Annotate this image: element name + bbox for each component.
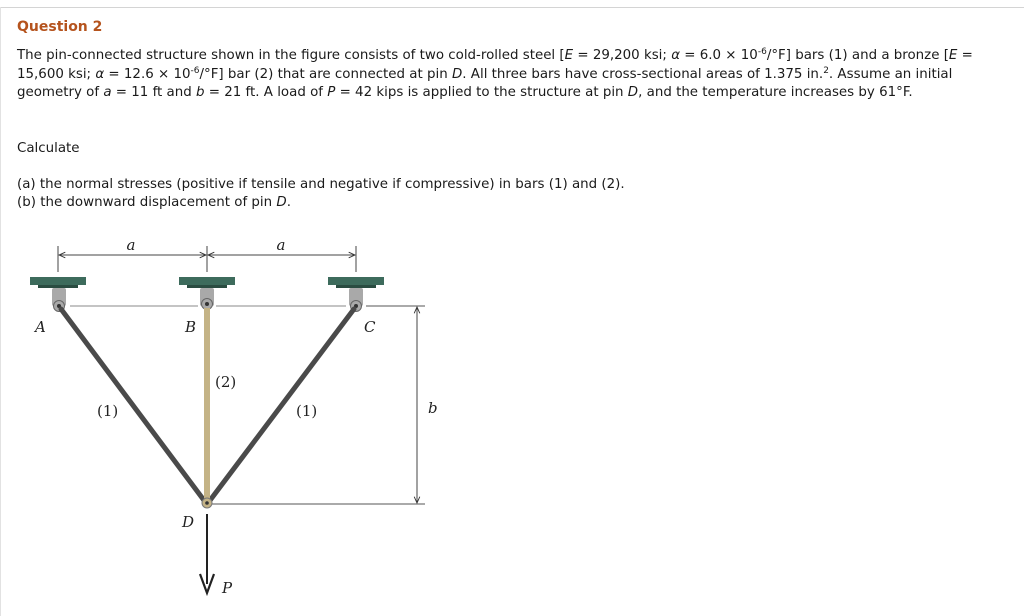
text-bar-connection: /°F] bar (2) that are connected at pin bbox=[199, 66, 452, 82]
text-area: . All three bars have cross-sectional areas of 1.375 in. bbox=[462, 66, 824, 82]
load-arrow bbox=[200, 514, 214, 593]
bar-1-right-label: (1) bbox=[296, 402, 318, 420]
load-symbol: P bbox=[327, 85, 336, 100]
bronze-alpha-symbol: α bbox=[95, 66, 105, 82]
geometry-a-value: = 11 ft and bbox=[111, 85, 197, 100]
steel-alpha-value: = 6.0 × 10 bbox=[680, 48, 758, 63]
label-a: A bbox=[35, 318, 46, 336]
bronze-modulus-value: = 15,600 ksi; bbox=[17, 48, 973, 82]
bar-2-label: (2) bbox=[215, 373, 237, 391]
label-c: C bbox=[364, 318, 376, 336]
bar-1-left bbox=[61, 309, 206, 503]
bronze-alpha-value: = 12.6 × 10 bbox=[104, 66, 191, 82]
bar-1-left-label: (1) bbox=[97, 402, 119, 420]
text-intro: The pin-connected structure shown in the figure consists of two cold-rolled steel [ bbox=[17, 48, 565, 63]
support-a-base bbox=[38, 285, 78, 288]
calculate-label: Calculate bbox=[17, 141, 80, 156]
dim-a-left-label: a bbox=[126, 236, 136, 254]
label-p: P bbox=[222, 579, 233, 597]
dim-b-label: b bbox=[428, 399, 438, 417]
pin-symbol: D bbox=[451, 66, 463, 82]
label-d: D bbox=[182, 513, 195, 531]
text-bars-bronze: /°F] bars (1) and a bronze [ bbox=[766, 48, 949, 63]
dimension-b bbox=[417, 307, 438, 503]
dimension-a bbox=[58, 236, 356, 272]
label-b: B bbox=[185, 318, 197, 336]
steel-modulus-symbol: E bbox=[564, 48, 574, 63]
pin-symbol-2: D bbox=[627, 85, 639, 100]
geometry-a-symbol: a bbox=[103, 85, 112, 100]
geometry-b-symbol: b bbox=[196, 85, 205, 100]
steel-alpha-symbol: α bbox=[671, 48, 681, 63]
bronze-alpha-exponent: -6 bbox=[190, 65, 200, 76]
bronze-modulus-symbol: E bbox=[948, 48, 958, 63]
bar-1-right bbox=[208, 309, 354, 503]
question-title: Question 2 bbox=[17, 19, 103, 35]
pin-b-center bbox=[205, 302, 209, 306]
text-geometry: . Assume an initial geometry of bbox=[17, 66, 953, 100]
support-b bbox=[179, 277, 235, 310]
dim-a-right-label: a bbox=[276, 236, 286, 254]
support-c-base bbox=[336, 285, 376, 288]
geometry-b-value: = 21 ft. A load of bbox=[204, 85, 328, 100]
support-c-plate bbox=[328, 277, 384, 285]
area-exponent: 2 bbox=[823, 65, 829, 76]
part-b-end: . bbox=[286, 195, 291, 210]
support-b-base bbox=[187, 285, 227, 288]
steel-alpha-exponent: -6 bbox=[757, 47, 767, 57]
part-b-text: (b) the downward displacement of pin bbox=[17, 195, 277, 210]
part-a: (a) the normal stresses (positive if tensile and negative if compressive) in bars (1) and (2). bbox=[17, 177, 625, 192]
part-b-pin-symbol: D bbox=[276, 195, 287, 210]
steel-modulus-value: = 29,200 ksi; bbox=[573, 48, 672, 63]
load-value: = 42 kips is applied to the structure at pin bbox=[335, 85, 628, 100]
text-temperature: , and the temperature increases by 61°F. bbox=[638, 85, 913, 100]
support-b-plate bbox=[179, 277, 235, 285]
support-a-plate bbox=[30, 277, 86, 285]
pin-d-center bbox=[205, 501, 209, 505]
